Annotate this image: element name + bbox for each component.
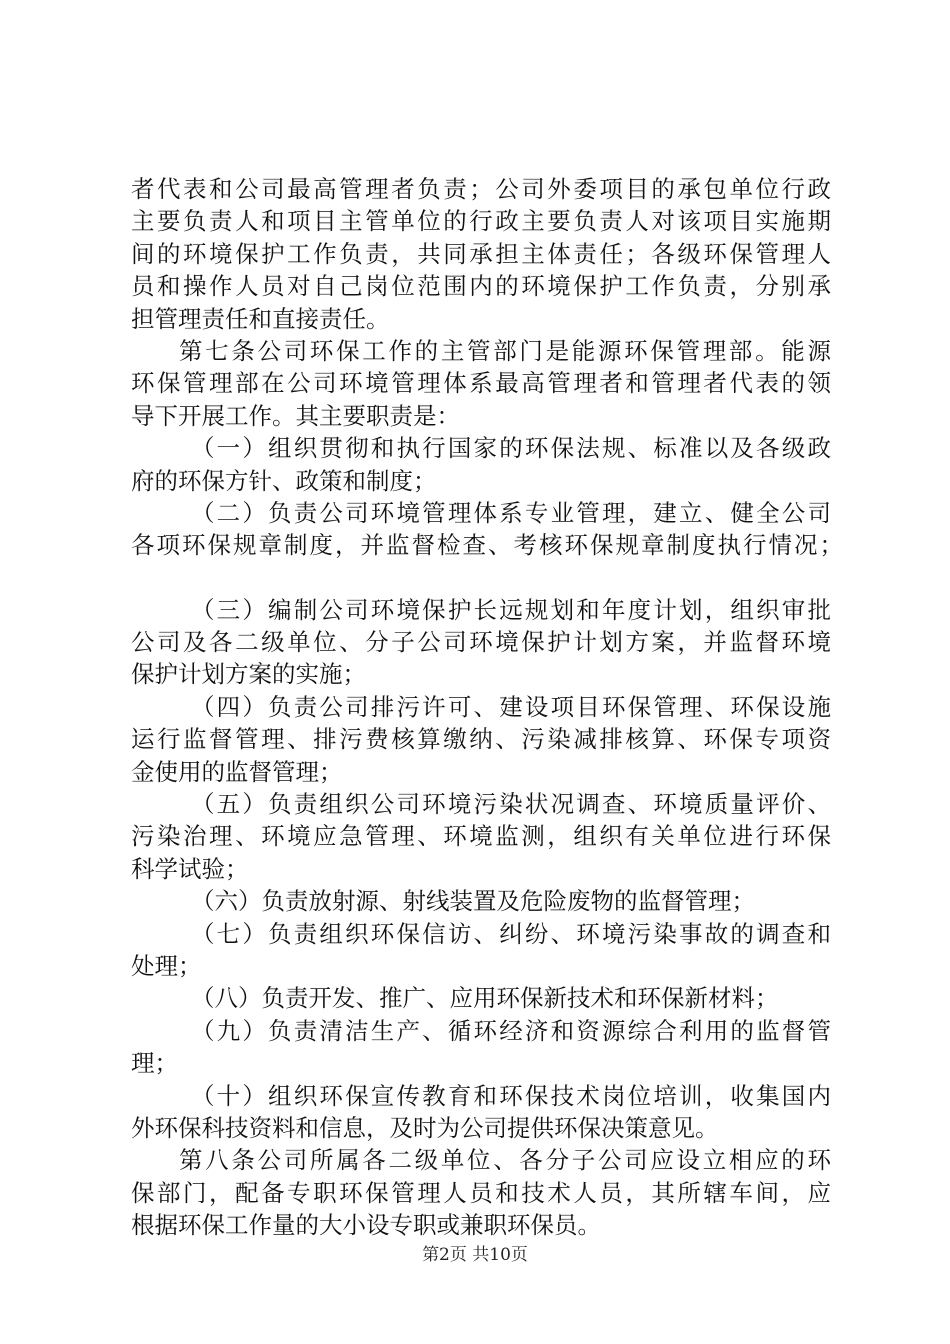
article-8-heading: 第八条公司所属各二级单位、各分子公司应设立相应的环	[179, 1146, 831, 1175]
text-line: 环保管理部在公司环境管理体系最高管理者和管理者代表的领	[131, 369, 831, 398]
text-line: 运行监督管理、排污费核算缴纳、污染减排核算、环保专项资	[131, 725, 831, 754]
text-line: 污染治理、环境应急管理、环境监测，组织有关单位进行环保	[131, 822, 831, 851]
duty-item-6: （六）负责放射源、射线装置及危险废物的监督管理；	[191, 887, 755, 916]
text-line: 科学试验；	[131, 854, 249, 883]
duty-item-10: （十）组织环保宣传教育和环保技术岗位培训，收集国内	[191, 1081, 831, 1110]
text-line: 外环保科技资料和信息，及时为公司提供环保决策意见。	[131, 1113, 719, 1142]
text-line: 理；	[131, 1049, 178, 1078]
duty-item-5: （五）负责组织公司环境污染状况调查、环境质量评价、	[191, 790, 831, 819]
text-line: 各项环保规章制度，并监督检查、考核环保规章制度执行情况；	[131, 531, 843, 560]
duty-item-4: （四）负责公司排污许可、建设项目环保管理、环保设施	[191, 692, 831, 721]
duty-item-8: （八）负责开发、推广、应用环保新技术和环保新材料；	[191, 984, 779, 1013]
page-footer: 第2页 共10页	[422, 1245, 528, 1265]
text-line: 导下开展工作。其主要职责是：	[131, 401, 460, 430]
duty-item-1: （一）组织贯彻和执行国家的环保法规、标准以及各级政	[191, 434, 831, 463]
duty-item-2: （二）负责公司环境管理体系专业管理，建立、健全公司	[191, 498, 831, 527]
text-line: 府的环保方针、政策和制度；	[131, 466, 437, 495]
text-line: 保部门，配备专职环保管理人员和技术人员，其所辖车间，应	[131, 1178, 831, 1207]
duty-item-9: （九）负责清洁生产、循环经济和资源综合利用的监督管	[191, 1016, 831, 1045]
text-line: 者代表和公司最高管理者负责；公司外委项目的承包单位行政	[131, 175, 831, 203]
text-line: 担管理责任和直接责任。	[131, 304, 390, 333]
document-body	[131, 173, 843, 1242]
duty-item-3: （三）编制公司环境保护长远规划和年度计划，组织审批	[191, 595, 831, 624]
text-line: 处理；	[131, 951, 202, 980]
text-line: 保护计划方案的实施；	[131, 660, 366, 689]
text-line: 根据环保工作量的大小设专职或兼职环保员。	[131, 1211, 601, 1240]
article-7-heading: 第七条公司环保工作的主管部门是能源环保管理部。能源	[179, 336, 831, 365]
text-line: 间的环境保护工作负责，共同承担主体责任；各级环保管理人	[131, 239, 831, 268]
text-line: 主要负责人和项目主管单位的行政主要负责人对该项目实施期	[131, 207, 831, 236]
blank-gap	[131, 562, 831, 594]
duty-item-7: （七）负责组织环保信访、纠纷、环境污染事故的调查和	[191, 919, 831, 948]
text-line: 员和操作人员对自己岗位范围内的环境保护工作负责，分别承	[131, 272, 831, 301]
text-line: 金使用的监督管理；	[131, 757, 343, 786]
text-line: 公司及各二级单位、分子公司环境保护计划方案，并监督环境	[131, 628, 831, 657]
